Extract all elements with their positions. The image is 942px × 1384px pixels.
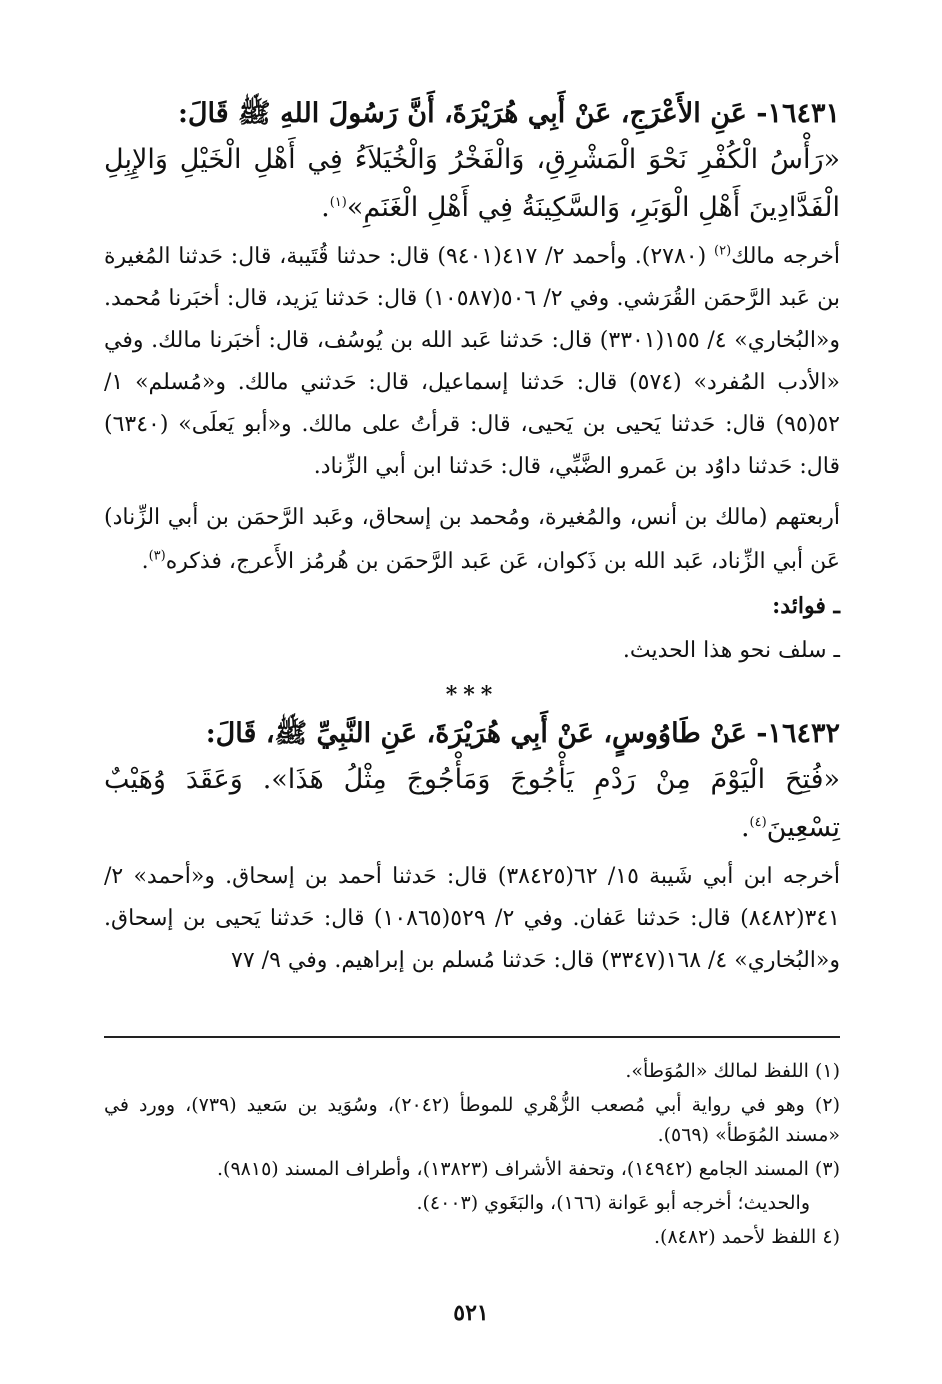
footnote-ref-2[interactable]: (٢) bbox=[714, 243, 732, 259]
hadith-16432-heading bbox=[104, 712, 840, 756]
hadith-16432-isnad: ١٦٤٣٢- عَنْ طَاوُوسٍ، عَنْ أَبِي هُرَيْرَةَ، عَنِ النَّبِيِّ ﷺ، قَالَ: bbox=[205, 718, 840, 749]
footnotes bbox=[104, 1056, 840, 1256]
hadith-16431-isnad: ١٦٤٣١- عَنِ الأَعْرَجِ، عَنْ أَبِي هُرَيْرَةَ، أَنَّ رَسُولَ اللهِ ﷺ قَالَ: bbox=[177, 98, 840, 129]
hadith-16432-matn-text: «فُتِحَ الْيَوْمَ مِنْ رَدْمِ يَأْجُوجَ وَمَأْجُوجَ مِثْلُ هَذَا». وَعَقَدَ وُهَيْبٌ تِسْعِينَ bbox=[104, 764, 840, 843]
footnote-2: (٢) وهو في رواية أبي مُصعب الزُّهْري للموطأ (٢٠٤٢)، وسُوَيد بن سَعيد (٧٣٩)، وورد في «مسند المُوَطأ» (٥٦٩). bbox=[104, 1094, 840, 1146]
footnote-ref-1[interactable]: (١) bbox=[329, 195, 347, 210]
footnote-4: (٤ اللفظ لأحمد (٨٤٨٢). bbox=[654, 1226, 840, 1248]
footnote-3: (٣) المسند الجامع (١٤٩٤٢)، وتحفة الأشراف (١٣٨٢٣)، وأطراف المسند (٩٨١٥). bbox=[217, 1158, 840, 1180]
footnote-ref-4[interactable]: (٤) bbox=[749, 815, 767, 830]
main-text bbox=[104, 92, 840, 982]
footnote-3-continuation: والحديث؛ أخرجه أبو عَوانة (١٦٦)، والبَغَوي (٤٠٠٣). bbox=[416, 1192, 810, 1214]
hadith-16431-matn-text: «رَأْسُ الْكُفْرِ نَحْوَ الْمَشْرِقِ، وَالْفَخْرُ وَالْخُيَلاَءُ فِي أَهْلِ الْخَيْلِ وَالإِبِلِ الْفَدَّادِينَ أَهْلِ الْوَبَرِ، وَالسَّكِينَةُ فِي أَهْلِ الْغَنَمِ» bbox=[104, 144, 840, 223]
page-number: ٥٢١ bbox=[453, 1300, 489, 1326]
section-separator: *** bbox=[445, 682, 499, 708]
takhrij-start: أخرجه مالك bbox=[731, 244, 841, 269]
takhrij-rest: (٢٧٨٠). وأحمد ٢/ ٤١٧(٩٤٠١) قال: حدثنا قُتَيبة، قال: حَدثنا المُغيرة بن عَبد الرَّحمَن القُرَشي. وفي ٢/ ٥٠٦(١٠٥٨٧) قال: حَدثنا يَزيد، قال: أخبَرنا مُحمد. و«البُخاري» ٤/ ١٥٥(٣٣٠١) قال: حَدثنا عَبد الله بن يُوسُف، قال: أخبَرنا مالك. وفي «الأدب المُفرد» (٥٧٤) قال: حَدثنا إسماعيل، قال: حَدثني مالك. و«مُسلم» ١/ ٥٢(٩٥) قال: حَدثنا يَحيى بن يَحيى، قال: قرأتُ على مالك. و«أبو يَعلَى» (٦٣٤٠) قال: حَدثنا داوُد بن عَمرو الضَّبِّي، قال: حَدثنا ابن أبي الزِّناد. bbox=[104, 244, 841, 479]
fawaid-heading: ـ فوائد: bbox=[772, 593, 840, 619]
summary-text: أربعتهم (مالك بن أنس، والمُغيرة، ومُحمد بن إسحاق، وعَبد الرَّحمَن بن أبي الزِّناد) عَن أبي الزِّناد، عَبد الله بن ذَكوان، عَن عَبد الرَّحمَن بن هُرمُز الأَعرج، فذكره bbox=[104, 505, 840, 574]
hadith-16432-takhrij: أخرجه ابن أبي شَيبة ١٥/ ٦٢(٣٨٤٢٥) قال: حَدثنا أحمد بن إسحاق. و«أحمد» ٢/ ٣٤١(٨٤٨٢) قال: حَدثنا عَفان. وفي ٢/ ٥٢٩(١٠٨٦٥) قال: حَدثنا يَحيى بن إسحاق. و«البُخاري» ٤/ ١٦٨(٣٣٤٧) قال: حَدثنا مُسلم بن إبراهيم. وفي ٩/ ٧٧ bbox=[104, 864, 840, 973]
hadith-16431-matn: «رَأْسُ الْكُفْرِ نَحْوَ الْمَشْرِقِ، وَالْفَخْرُ وَالْخُيَلاَءُ فِي أَهْلِ الْخَيْلِ وَالإِبِلِ الْفَدَّادِينَ أَهْلِ الْوَبَرِ، وَالسَّكِينَةُ فِي أَهْلِ الْغَنَمِ»$^{(١)}$. bbox=[104, 144, 840, 223]
hadith-16432-matn: «فُتِحَ الْيَوْمَ مِنْ رَدْمِ يَأْجُوجَ وَمَأْجُوجَ مِثْلُ هَذَا». وَعَقَدَ وُهَيْبٌ تِسْعِينَ$^{(٤)}$. bbox=[104, 764, 840, 843]
hadith-16431-summary: أربعتهم (مالك بن أنس، والمُغيرة، ومُحمد بن إسحاق، وعَبد الرَّحمَن بن أبي الزِّناد) عَن أبي الزِّناد، عَبد الله بن ذَكوان، عَن عَبد الرَّحمَن بن هُرمُز الأَعرج، فذكره$^{(٣)}$. bbox=[104, 505, 840, 574]
footnote-divider bbox=[104, 1036, 840, 1038]
footnote-1: (١) اللفظ لمالك «المُوَطأ». bbox=[625, 1060, 840, 1082]
hadith-16431-takhrij bbox=[104, 236, 840, 488]
hadith-16431-heading bbox=[104, 92, 840, 136]
fawaid-item: ـ سلف نحو هذا الحديث. bbox=[622, 638, 840, 663]
footnote-ref-3[interactable]: (٣) bbox=[148, 548, 166, 564]
